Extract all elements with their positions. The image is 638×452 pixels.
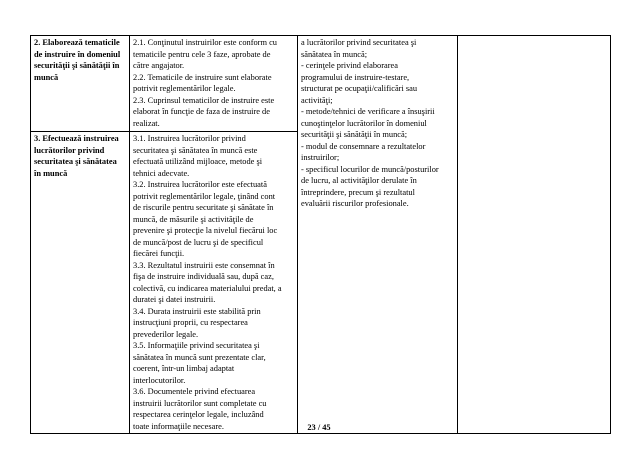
text-line: 3.3. Rezultatul instruirii este consemnat în <box>133 260 275 270</box>
text-line: tematicile pentru cele 3 faze, aprobate de <box>133 49 271 59</box>
text-line: 3.5. Informaţiile privind securitatea şi <box>133 341 260 350</box>
text-line: structurat pe ocupaţii/calificări sau <box>301 84 418 93</box>
text-line: fişa de instruire individuală sau, după caz, <box>133 272 274 281</box>
text-line: 3. Efectuează instruirea <box>34 134 119 143</box>
text-line: sănătatea în muncă; <box>301 49 368 59</box>
text-line: cunoştinţelor lucrătorilor în domeniul <box>301 118 427 128</box>
text-line: elaborat în funcţie de faza de instruire de <box>133 107 270 116</box>
criterion-cell <box>31 36 130 132</box>
text-line: programului de instruire-testare, <box>301 72 410 82</box>
text-line: respectarea cerinţelor legale, incluzând <box>133 410 264 419</box>
text-line: prevenire şi protecţie la nivelul fiecărui loc <box>133 226 278 235</box>
text-line: prevederilor legale. <box>133 329 199 339</box>
text-line: coerent, într-un limbaj adaptat <box>133 364 235 373</box>
text-line: instruirii lucrătorilor sunt completate cu <box>133 398 267 408</box>
text-line: 2. Elaborează tematicile <box>34 38 120 47</box>
text-line: efectuată utilizând mijloace, metode şi <box>133 157 263 166</box>
text-line: 2.2. Tematicile de instruire sunt elaborate <box>133 72 272 82</box>
text-line: 3.4. Durata instruirii este stabilită prin <box>133 306 261 316</box>
text-line: de muncă/post de lucru şi de specificul <box>133 237 264 247</box>
page-number: 23 / 45 <box>307 423 331 432</box>
text-line: a lucrătorilor privind securitatea şi <box>301 38 417 47</box>
text-line: toate informaţiile necesare. <box>133 421 224 431</box>
text-line: lucrătorilor privind <box>34 145 105 155</box>
criterion-cell <box>31 132 130 434</box>
text-line: 3.1. Instruirea lucrătorilor privind <box>133 134 246 143</box>
text-line: - specificul locurilor de muncă/posturilor <box>301 164 439 174</box>
text-line: sănătatea în muncă sunt prezentate clar, <box>133 352 266 362</box>
text-line: securitatea şi sănătatea <box>34 157 117 166</box>
text-line: instrucţiuni proprii, cu respectarea <box>133 318 248 327</box>
text-line: fiecărei funcţii. <box>133 249 185 258</box>
text-line: instruirilor; <box>301 153 340 162</box>
empty-cell <box>458 36 611 434</box>
requirements-cell <box>130 132 298 434</box>
text-line: evaluării riscurilor profesionale. <box>301 199 409 208</box>
text-line: - cerinţele privind elaborarea <box>301 61 398 70</box>
text-line: 2.1. Conţinutul instruirilor este conform cu <box>133 38 277 47</box>
text-line: activităţi; <box>301 95 333 105</box>
text-line: securităţii şi sănătăţii în muncă; <box>301 130 408 139</box>
text-line: în muncă <box>34 168 68 178</box>
text-line: 2.3. Cuprinsul tematicilor de instruire este <box>133 95 275 105</box>
knowledge-cell <box>298 36 458 434</box>
text-line: către angajator. <box>133 61 185 70</box>
text-line: securităţii şi sănătăţii în <box>34 61 120 70</box>
text-line: securitatea şi sănătatea în muncă este <box>133 145 258 155</box>
competency-table <box>30 35 611 434</box>
requirements-cell <box>130 36 298 132</box>
text-line: muncă, de măsurile şi activităţile de <box>133 214 254 224</box>
text-line: întreprindere, precum şi rezultatul <box>301 187 415 197</box>
text-line: - metode/tehnici de verificare a însuşirii <box>301 107 435 116</box>
text-line: 3.2. Instruirea lucrătorilor este efectuată <box>133 180 267 189</box>
text-line: de lucru, al activităţilor derulate în <box>301 176 417 185</box>
text-line: potrivit reglementărilor legale. <box>133 84 236 93</box>
text-line: interlocutorilor. <box>133 375 186 385</box>
text-line: - modul de consemnare a rezultatelor <box>301 141 426 151</box>
text-line: muncă <box>34 72 59 82</box>
text-line: colectivă, cu indicarea materialului predat, a <box>133 283 282 293</box>
text-line: potrivit reglementărilor legale, ţinând cont <box>133 191 276 201</box>
text-line: 3.6. Documentele privind efectuarea <box>133 387 256 396</box>
text-line: duratei şi datei instruirii. <box>133 295 216 304</box>
text-line: realizat. <box>133 118 160 128</box>
text-line: tehnici adecvate. <box>133 168 190 178</box>
text-line: de riscurile pentru securitate şi sănătate în <box>133 203 274 212</box>
text-line: de instruire în domeniul <box>34 49 121 59</box>
table-row <box>31 36 611 132</box>
